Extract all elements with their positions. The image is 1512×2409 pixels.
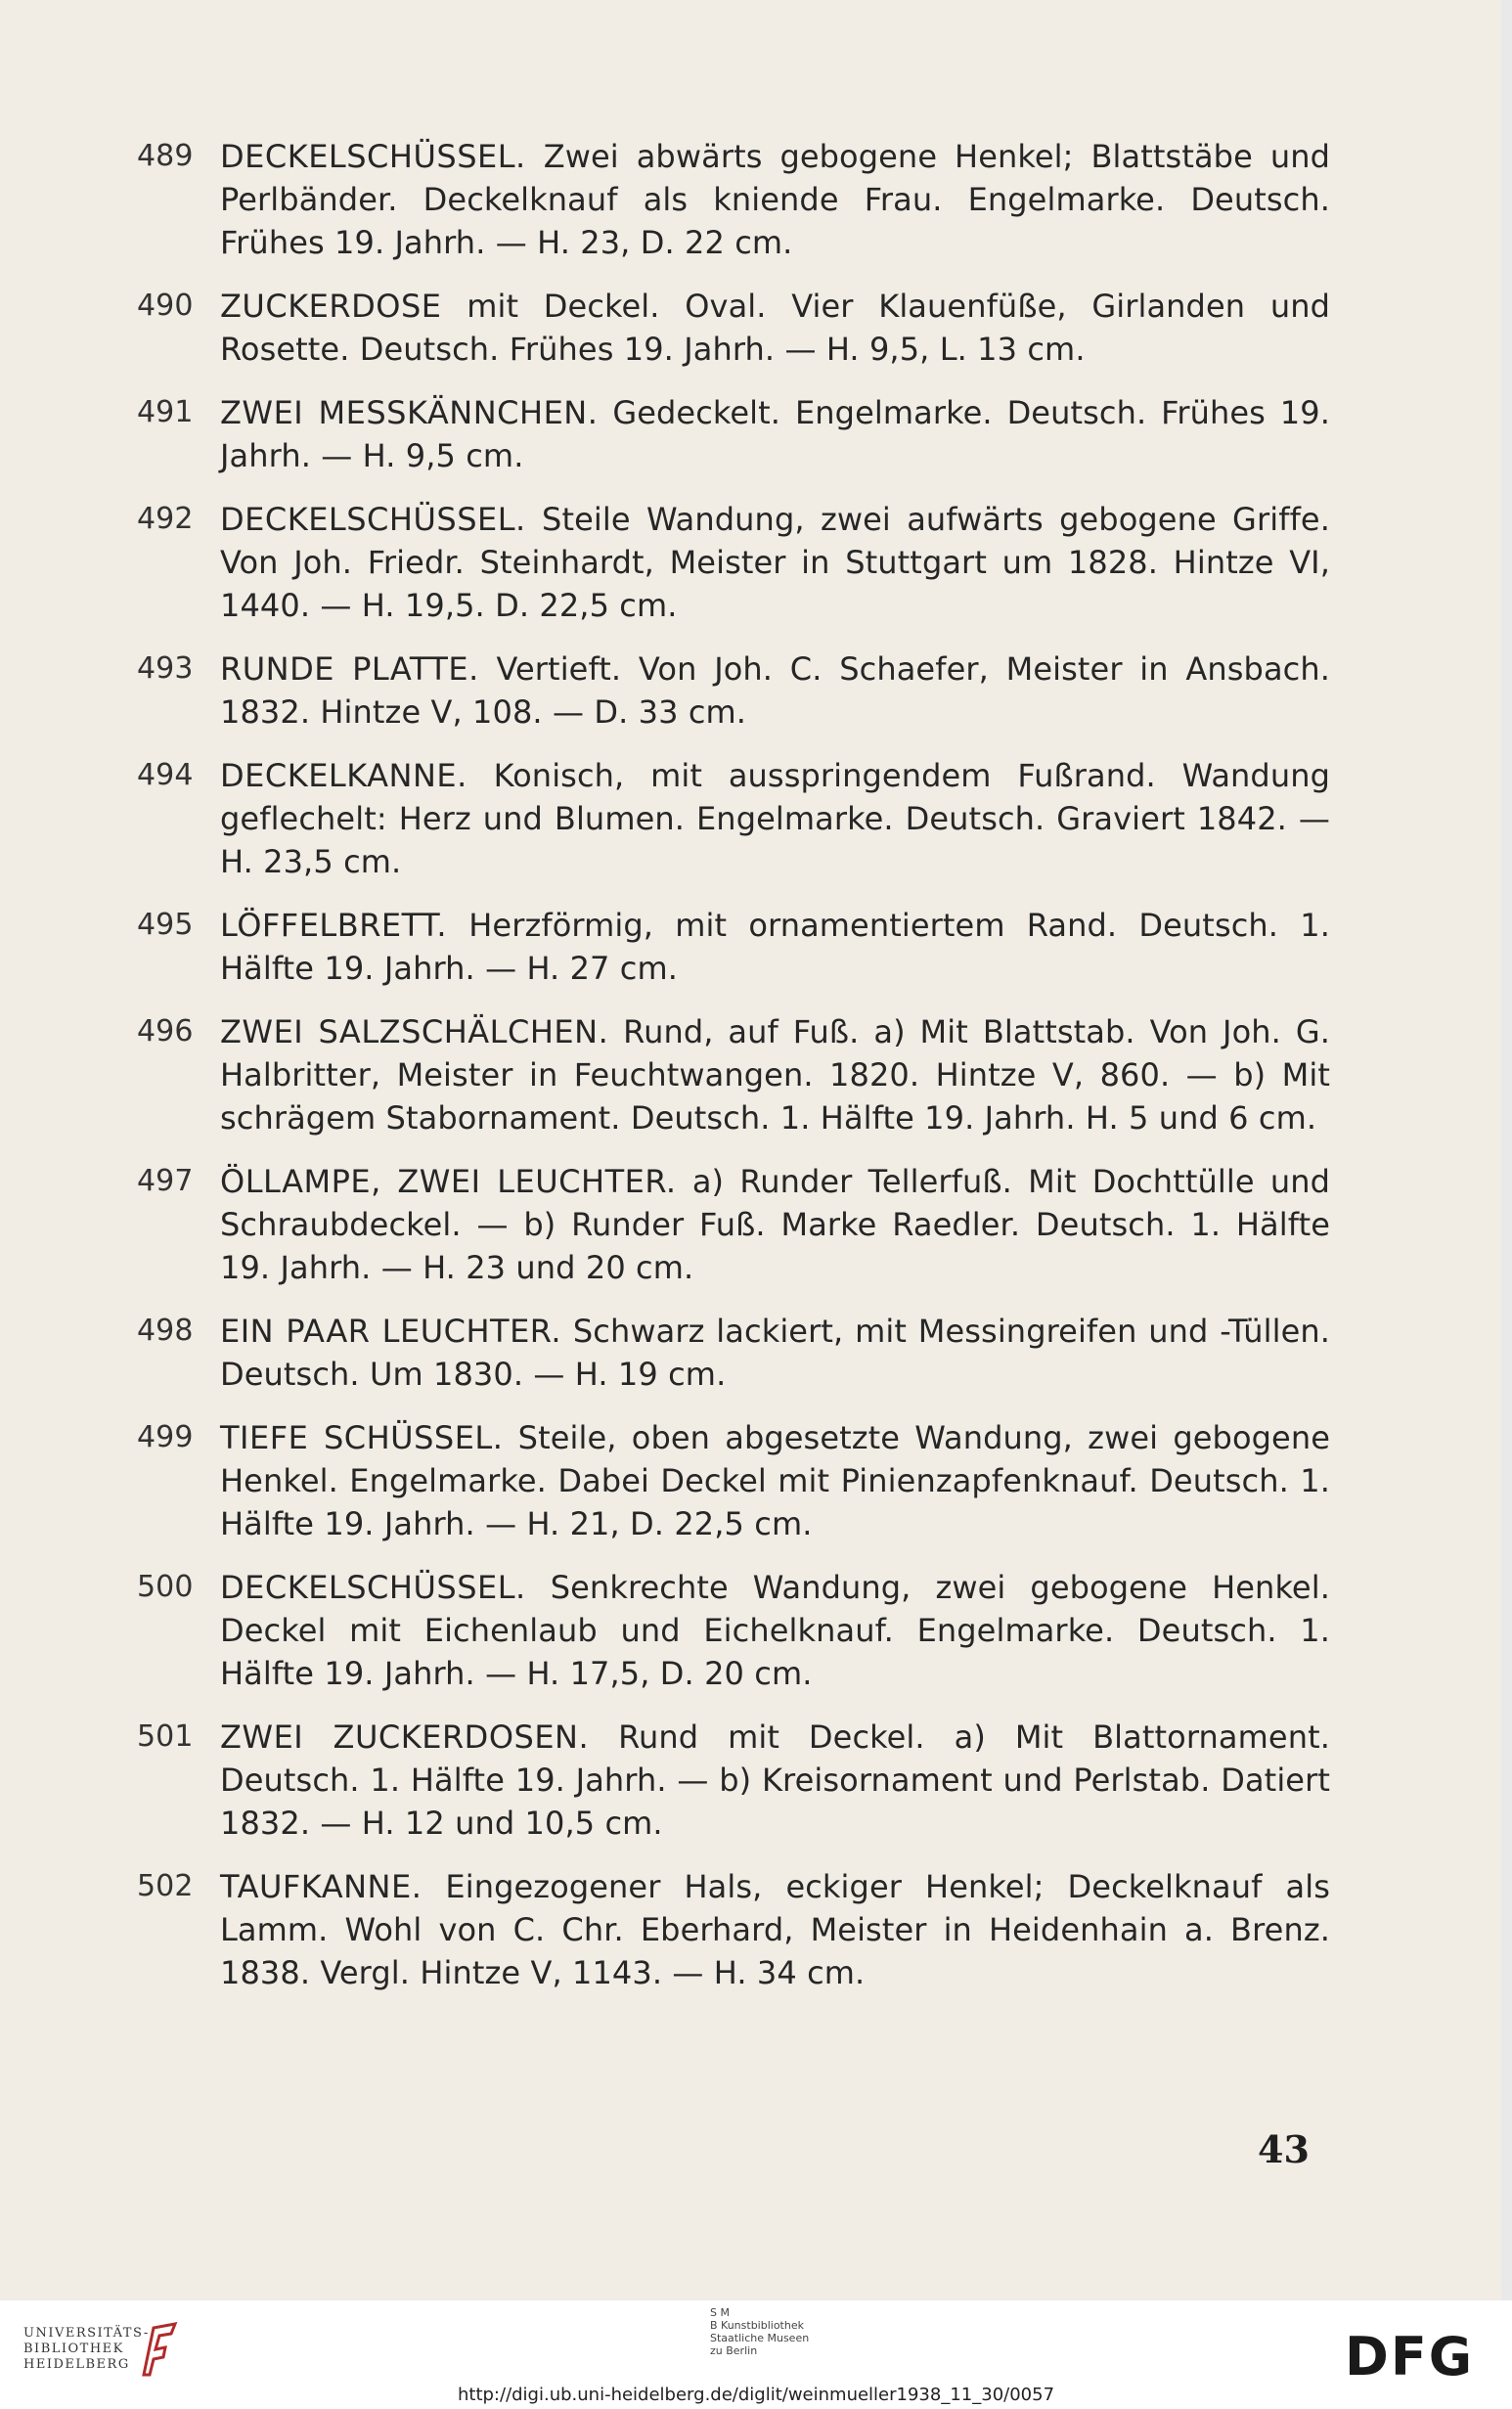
entry-number: 501: [137, 1719, 194, 1754]
catalog-entry: [137, 1310, 1330, 1396]
catalog-entry: [137, 135, 1330, 264]
catalog-entry: [137, 498, 1330, 627]
entry-description: Konisch, mit ausspringendem Fußrand. Wandung geflechelt: Herz und Blumen. Engelmarke. Deutsch. Graviert 1842. — H. 23,5 cm.: [220, 757, 1330, 880]
entry-description: Gedeckelt. Engelmarke. Deutsch. Frühes 19. Jahrh. — H. 9,5 cm.: [220, 394, 1330, 474]
catalog-entry: [137, 1716, 1330, 1845]
dfg-logo[interactable]: DFG: [1345, 2326, 1475, 2387]
page-number: 43: [1258, 2127, 1310, 2171]
catalog-entry: [137, 1160, 1330, 1289]
entry-number: 497: [137, 1164, 194, 1198]
entry-description: Vertieft. Von Joh. C. Schaefer, Meister in Ansbach. 1832. Hintze V, 108. — D. 33 cm.: [220, 650, 1330, 731]
entry-description: Eingezogener Hals, eckiger Henkel; Deckelknauf als Lamm. Wohl von C. Chr. Eberhard, Meister in Heidenhain a. Brenz. 1838. Vergl. Hintze V, 1143. — H. 34 cm.: [220, 1868, 1330, 1991]
entry-description: Steile, oben abgesetzte Wandung, zwei gebogene Henkel. Engelmarke. Dabei Deckel mit Pinienzapfenknauf. Deutsch. 1. Hälfte 19. Jahrh. — H. 21, D. 22,5 cm.: [220, 1419, 1330, 1542]
smb-kunstbibliothek-logo[interactable]: [710, 2306, 809, 2357]
entry-description: Rund mit Deckel. a) Mit Blattornament. Deutsch. 1. Hälfte 19. Jahrh. — b) Kreisornament und Perlstab. Datiert 1832. — H. 12 und 10,5 cm.: [220, 1718, 1330, 1842]
entry-title: LÖFFELBRETT.: [220, 907, 448, 944]
entry-number: 500: [137, 1570, 194, 1604]
entry-description: a) Runder Tellerfuß. Mit Dochttülle und Schraubdeckel. — b) Runder Fuß. Marke Raedler. Deutsch. 1. Hälfte 19. Jahrh. — H. 23 und 20 cm.: [220, 1163, 1331, 1286]
entry-description: Rund, auf Fuß. a) Mit Blattstab. Von Joh. G. Halbritter, Meister in Feuchtwangen. 1820. Hintze V, 860. — b) Mit schrägem Stabornament. Deutsch. 1. Hälfte 19. Jahrh. H. 5 und 6 cm.: [220, 1013, 1331, 1137]
entry-number: 489: [137, 139, 194, 173]
smb-logo-line: B Kunstbibliothek: [710, 2319, 804, 2332]
smb-logo-line: Staatliche Museen: [710, 2332, 810, 2344]
university-emblem-icon: [140, 2320, 179, 2377]
entry-number: 494: [137, 758, 194, 792]
entry-number: 493: [137, 651, 194, 686]
entry-title: TIEFE SCHÜSSEL.: [220, 1419, 504, 1456]
entry-description: Senkrechte Wandung, zwei gebogene Henkel. Deckel mit Eichenlaub und Eichelknauf. Engelmarke. Deutsch. 1. Hälfte 19. Jahrh. — H. 17,5, D. 20 cm.: [220, 1569, 1330, 1692]
university-library-logo[interactable]: [23, 2326, 150, 2373]
entry-title: ÖLLAMPE, ZWEI LEUCHTER.: [220, 1163, 677, 1200]
entry-title: RUNDE PLATTE.: [220, 650, 479, 688]
entry-title: DECKELSCHÜSSEL.: [220, 1569, 526, 1606]
entry-description: Herzförmig, mit ornamentiertem Rand. Deutsch. 1. Hälfte 19. Jahrh. — H. 27 cm.: [220, 907, 1330, 987]
permalink-url[interactable]: http://digi.ub.uni-heidelberg.de/diglit/weinmueller1938_11_30/0057: [457, 2385, 1055, 2405]
entry-number: 496: [137, 1014, 194, 1048]
catalog-entry: [137, 647, 1330, 734]
catalog-entry: [137, 1865, 1330, 1994]
catalog-entry: [137, 1416, 1330, 1545]
catalog-entry: [137, 285, 1330, 371]
smb-logo-line: zu Berlin: [710, 2344, 758, 2357]
university-logo-line: BIBLIOTHEK: [23, 2342, 124, 2356]
entry-number: 495: [137, 908, 194, 942]
entry-title: DECKELKANNE.: [220, 757, 467, 794]
catalog-entry: [137, 754, 1330, 883]
entry-number: 498: [137, 1314, 194, 1348]
university-logo-line: UNIVERSITÄTS-: [23, 2326, 150, 2341]
university-logo-line: HEIDELBERG: [23, 2357, 130, 2372]
entry-number: 502: [137, 1869, 194, 1903]
catalog-entry: [137, 1010, 1330, 1139]
catalog-entry: [137, 1566, 1330, 1695]
catalog-entry: [137, 391, 1330, 477]
entry-title: EIN PAAR LEUCHTER.: [220, 1313, 562, 1350]
entry-description: Schwarz lackiert, mit Messingreifen und -Tüllen. Deutsch. Um 1830. — H. 19 cm.: [220, 1313, 1331, 1393]
catalog-entry: [137, 904, 1330, 990]
entry-title: TAUFKANNE.: [220, 1868, 422, 1905]
scan-edge: [1501, 0, 1512, 2300]
entry-title: DECKELSCHÜSSEL.: [220, 138, 526, 175]
entry-description: Steile Wandung, zwei aufwärts gebogene Griffe. Von Joh. Friedr. Steinhardt, Meister in Stuttgart um 1828. Hintze VI, 1440. — H. 19,5. D. 22,5 cm.: [220, 501, 1330, 624]
entry-title: ZWEI MESSKÄNNCHEN.: [220, 394, 599, 431]
smb-logo-line: S M: [710, 2306, 730, 2319]
entry-description: mit Deckel. Oval. Vier Klauenfüße, Girlanden und Rosette. Deutsch. Frühes 19. Jahrh. — H. 9,5, L. 13 cm.: [220, 288, 1330, 368]
footer: [0, 2300, 1512, 2409]
entry-title: ZUCKERDOSE: [220, 288, 442, 325]
entry-title: ZWEI SALZSCHÄLCHEN.: [220, 1013, 609, 1050]
entry-description: Zwei abwärts gebogene Henkel; Blattstäbe und Perlbänder. Deckelknauf als kniende Frau. Engelmarke. Deutsch. Frühes 19. Jahrh. — H. 23, D. 22 cm.: [220, 138, 1330, 261]
entry-number: 499: [137, 1420, 194, 1454]
entry-title: DECKELSCHÜSSEL.: [220, 501, 526, 538]
entry-number: 491: [137, 395, 194, 429]
entry-number: 490: [137, 289, 194, 323]
entry-title: ZWEI ZUCKERDOSEN.: [220, 1718, 590, 1756]
catalog-entries: [137, 135, 1330, 2015]
entry-number: 492: [137, 502, 194, 536]
